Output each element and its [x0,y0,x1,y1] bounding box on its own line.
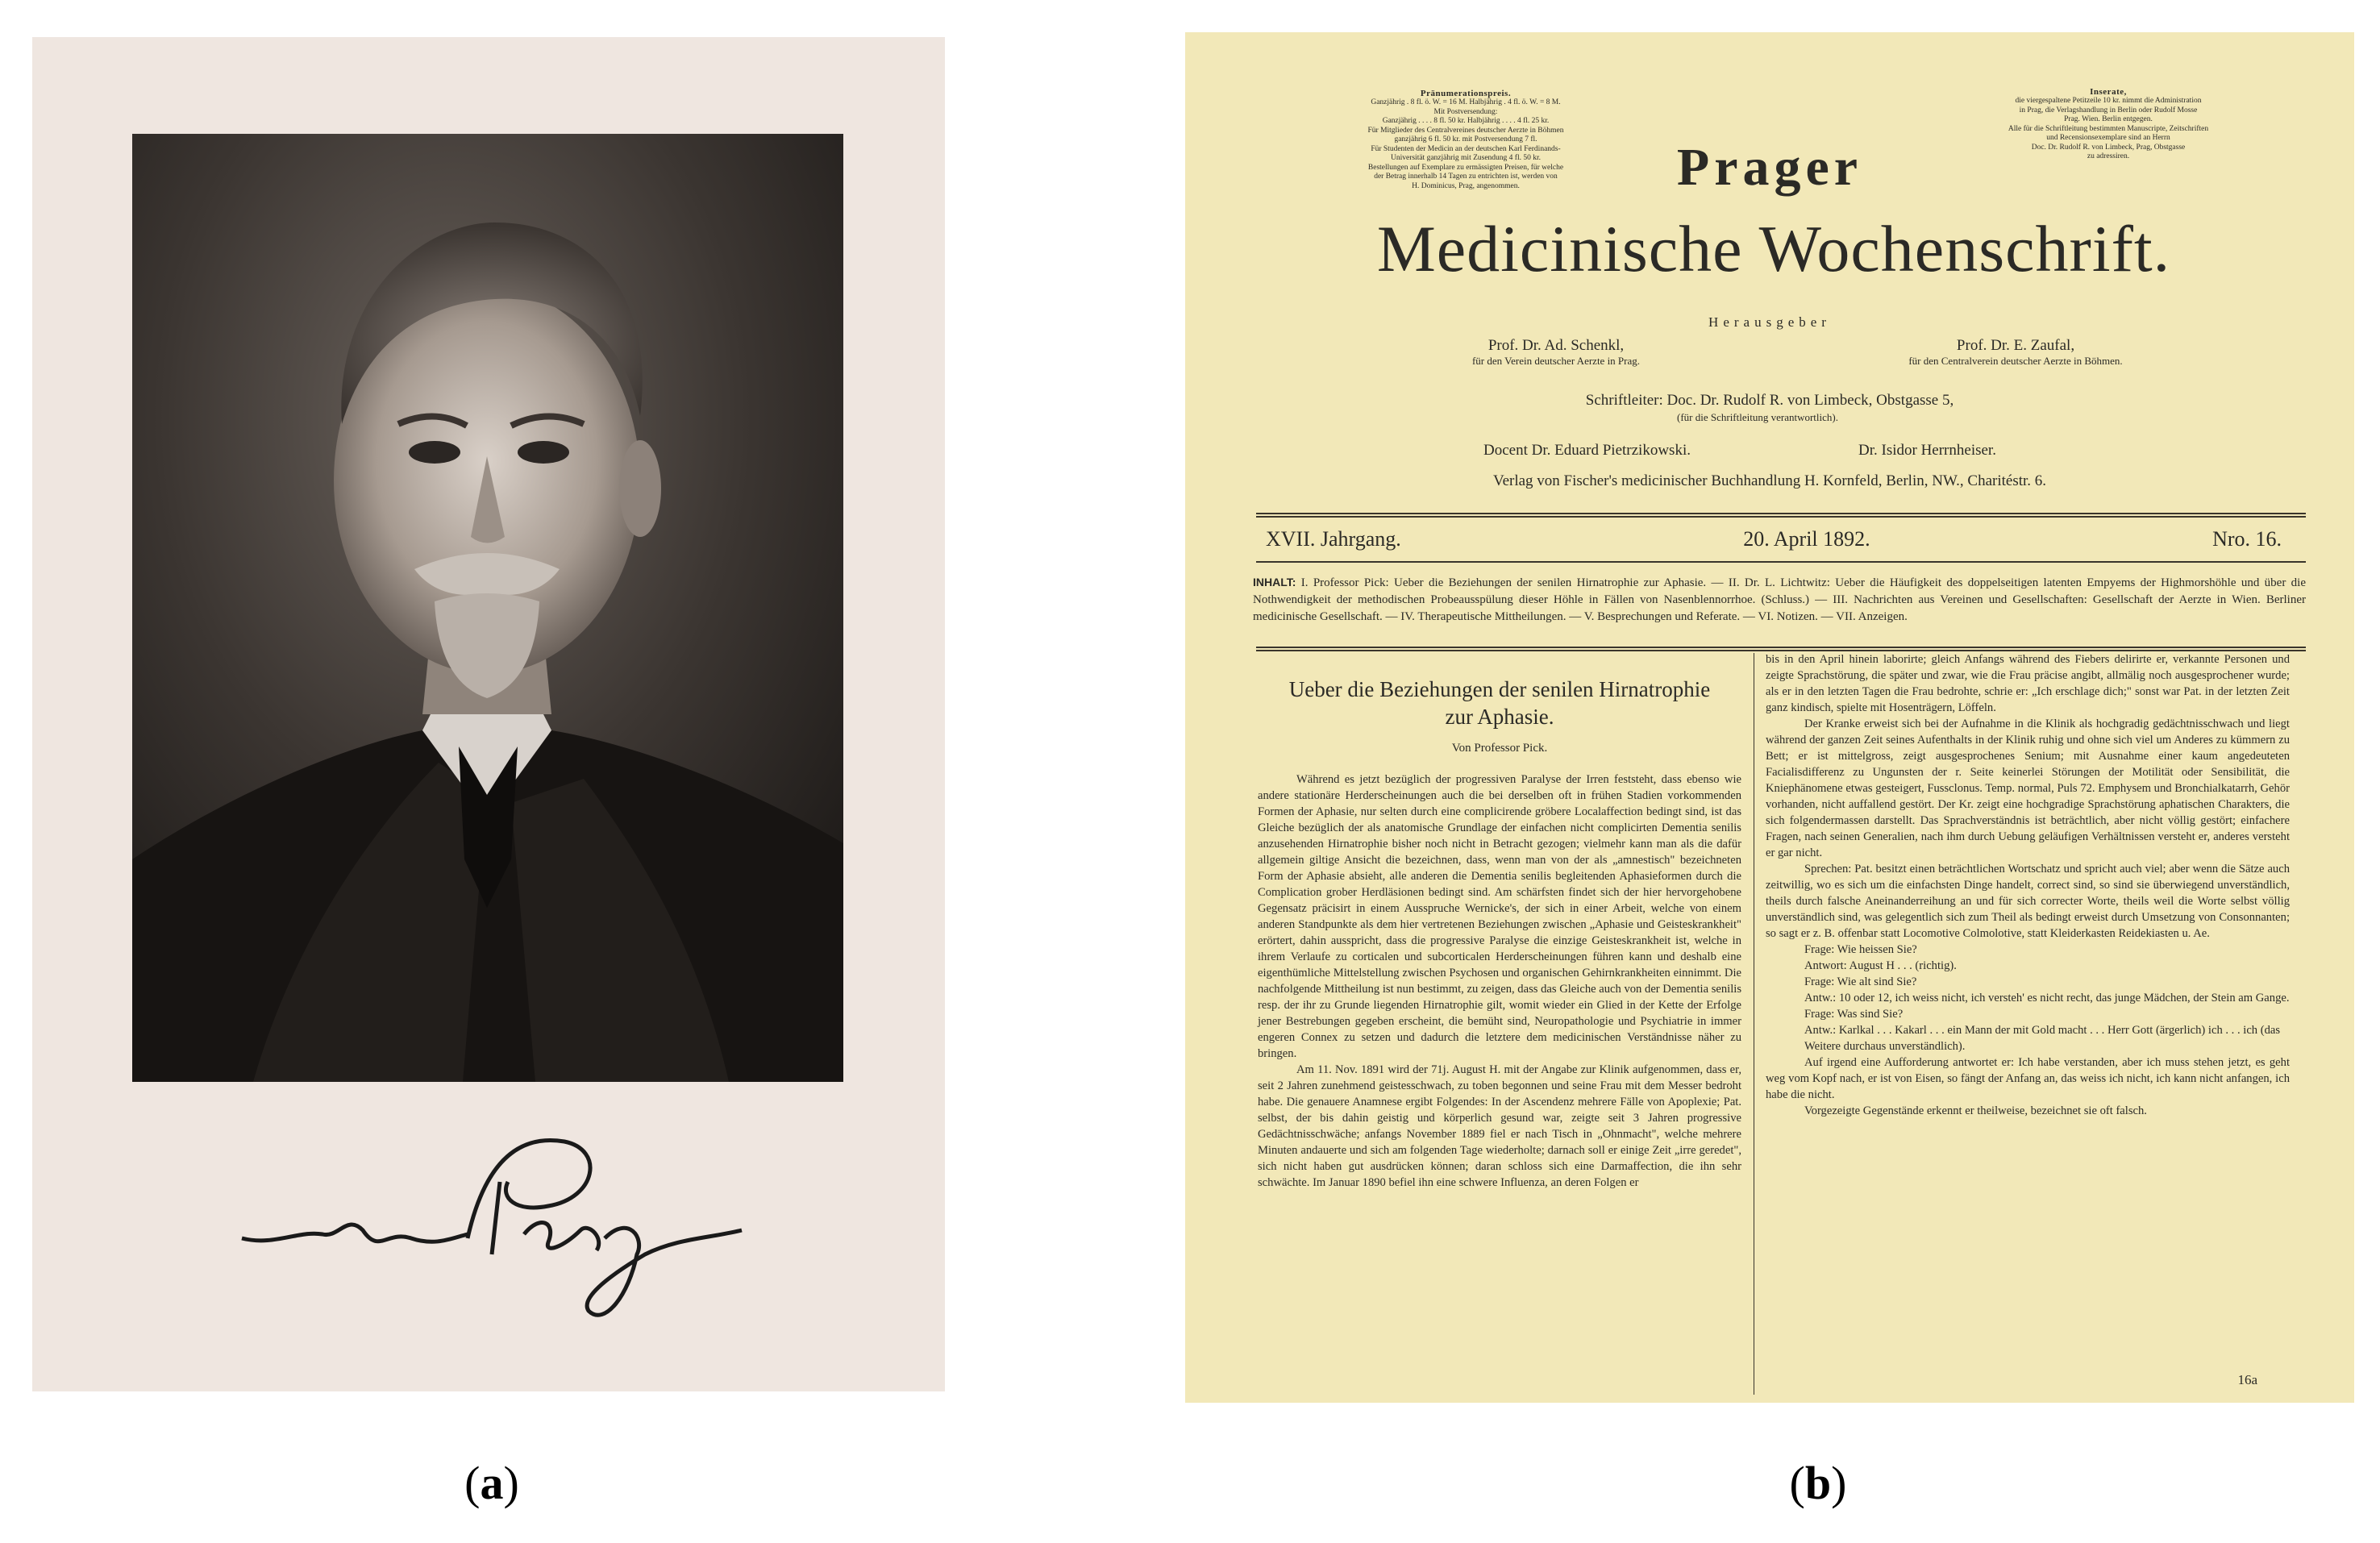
editor-name: Prof. Dr. Ad. Schenkl, [1488,337,1625,354]
dialog-line: Antw.: Karlkal . . . Kakarl . . . ein Mann der mit Gold macht . . . Herr Gott (ärgerlich) ich . . . ich (das Weitere durchaus unverständlich). [1804,1024,2281,1053]
contents-rule [1256,647,2306,648]
dialog-line: Antw.: 10 oder 12, ich weiss nicht, ich versteh' es nicht recht, das junge Mädchen, der Stein am Gange. [1804,992,2290,1004]
editor-name: Prof. Dr. E. Zaufal, [1956,337,2075,354]
dialog-line: Antwort: August H . . . (richtig). [1804,959,1957,972]
article-author: Von Professor Pick. [1451,742,1548,755]
editor-zaufal [1830,337,2201,368]
publishers-label: Herausgeber [1708,314,1831,330]
pricing-line: Ganzjährig . 8 fl. ö. W. = 16 M. Halbjährig . 4 fl. ö. W. = 8 M. [1371,98,1561,106]
pricing-heading: Pränumerationspreis. [1420,89,1512,98]
pricing-line: H. Dominicus, Prag, angenommen. [1412,181,1520,190]
article-title [1258,676,1741,730]
issue-rule [1256,561,2306,563]
caption-letter: b [1804,1457,1832,1509]
pricing-line: Mit Postversendung: [1433,107,1498,116]
ads-line: zu adressiren. [2087,152,2130,160]
portrait-image [132,134,843,1082]
pricing-line: Bestellungen auf Exemplare zu ermässigten Preisen, für welche [1367,163,1564,172]
article-title-line: zur Aphasie. [1445,705,1554,729]
dialog-line: Frage: Wie alt sind Sie? [1804,975,1917,988]
contents-text: I. Professor Pick: Ueber die Beziehungen der senilen Hirnatrophie zur Aphasie. — II. Dr. L. Lichtwitz: Ueber die Häufigkeit des doppelseitigen latenten Empyems der Highmorshöhle und über die Nothwendigkeit der methodischen Probeausspülung dieser Höhle in Fällen von Nasenblennorrhoe. (Schluss.) — III. Nachrichten aus Vereinen und Gesellschaften: Gesellschaft der Aerzte in Wien. Berliner medicinische Gesellschaft. — IV. Therapeutische Mittheilungen. — V. Besprechungen und Referate. — VI. Notizen. — VII. Anzeigen. [1253,576,2306,623]
article-title-line: Ueber die Beziehungen der senilen Hirnatrophie [1288,677,1711,701]
issue-number: Nro. 16. [2212,527,2282,551]
contents-label: INHALT: [1253,576,1296,589]
masthead-title: Medicinische Wochenschrift. [1376,212,2171,285]
pricing-line: der Betrag innerhalb 14 Tagen zu entrichten ist, werden von [1374,173,1558,181]
portrait-panel [32,37,945,1391]
publisher-line: Verlag von Fischer's medicinischer Buchhandlung H. Kornfeld, Berlin, NW., Charitéstr. 6. [1492,472,2047,489]
ads-line: Alle für die Schriftleitung bestimmten Manuscripte, Zeitschriften [2008,124,2209,133]
ads-line: Prag. Wien. Berlin entgegen. [2064,115,2153,123]
pricing-line: Für Mitglieder des Centralvereines deutscher Aerzte in Böhmen [1367,126,1564,135]
caption-paren: ( [464,1457,481,1509]
caption-letter: a [480,1457,504,1509]
article-paragraph: bis in den April hinein laborirte; gleich Anfangs während des Fiebers delirirte er, verkannte Personen und zeigte Sprachstörung, die später und zwar, wie die Frau präcise angibt, allmälig noch ausgesprochener wurde; als er in den letzten Tagen die Frau bedrohte, schrie er: „Ich erschlage dich;" sonst war Pat. in der letzten Zeit ganz kindisch, spielte mit Hosenträgern, Löffeln. [1766,653,2290,714]
managing-editor-note: (für die Schriftleitung verantwortlich). [1677,411,1838,423]
editor-affiliation: für den Verein deutscher Aerzte in Prag. [1471,355,1641,367]
pricing-line: Universität ganzjährig mit Zusendung 4 fl. 50 kr. [1390,154,1541,162]
article-paragraph: Vorgezeigte Gegenstände erkennt er theilweise, bezeichnet sie oft falsch. [1804,1104,2147,1117]
page-marker: 16a [2237,1372,2257,1387]
article-paragraph: Am 11. Nov. 1891 wird der 71j. August H. mit der Angabe zur Klinik aufgenommen, dass er, seit 2 Jahren zunehmend geistesschwach, zu toben begonnen und seine Frau mit dem Messer bedroht habe. Die genauere Anamnese ergibt Folgendes: In der Ascendenz mehrere Fälle von Apoplexie; Pat. selbst, der bis dahin geistig und körperlich gesund war, zeigte seit 3 Jahren progressive Gedächtnisschwäche; anfangs November 1889 fiel er nach Tisch in „Ohnmacht", welche mehrere Minuten andauerte und sich am folgenden Tage wiederholte; darnach soll er einige Zeit „irre geredet", sich nicht haben gut ausdrücken können; daran schloss sich eine Darmaffection, die ihn sehr schwächte. Im Januar 1890 befiel ihn eine schwere Influenza, an deren Folgen er [1258,1063,1741,1189]
pricing-line: ganzjährig 6 fl. 50 kr. mit Postversendung 7 fl. [1394,135,1537,143]
editor-schenkl [1387,337,1725,368]
editor-affiliation: für den Centralverein deutscher Aerzte in Böhmen. [1908,355,2123,367]
ads-line: und Recensionsexemplare sind an Herrn [2046,134,2170,142]
table-of-contents [1253,574,2306,626]
article-paragraph: Während es jetzt bezüglich der progressiven Paralyse der Irren feststeht, dass ebenso wie andere stationäre Herderscheinungen auch die bei derselben oft in frühen Stadien vorkommenden Formen der Aphasie, nur selten durch eine complicirende gröbere Localaffection bedingt sind, ist das Gleiche bezüglich der als anatomische Grundlage der einfachen nicht complicirten Dementia senilis anzusehenden Hirnatrophie bisher noch nicht in Betracht gezogen; vielmehr kann man als die dafür allgemein giltige Ansicht die bezeichnen, dass, wenn man von der als „amnestisch" bezeichneten Form der Aphasie absieht, alle anderen die Dementia senilis begleitenden Aphasieformen durch die Complication grober Herdläsionen bedingt sind. Am schärfsten findet sich der hier hervorgehobene Gegensatz präcisirt in einem Ausspruche Wernicke's, der sich in einer Arbeit, welche von einem anderen Standpunkte als dem hier vertretenen Beziehungen zwischen „Aphasie und Geisteskrankheit" erörtert, dahin ausspricht, dass die progressive Paralyse die einzige Geisteskrankheit ist, welche in ihrem Verlaufe zu corticalen und subcorticalen Herderscheinungen führen kann und deshalb eine eigenthümliche Mittelstellung zwischen Psychosen und organischen Gehirnkrankheiten einnimmt. Die nachfolgende Mittheilung ist nun bestimmt, zu zeigen, dass das Gleiche auch von der Dementia senilis resp. der ihr zu Grunde liegenden Hirnatrophie gilt, womit wieder ein Glied in der Kette der Erfolge jener Bestrebungen gegeben erscheint, die bemüht sind, Neuropathologie und Psychiatrie in immer engeren Connex zu setzen und dadurch die letztere dem medicinischen Verständnisse näher zu bringen. [1258,773,1741,1060]
issue-info-row [1266,527,2282,551]
caption-b [1737,1456,1899,1510]
header-rule-thin [1256,516,2306,518]
article-column-right [1766,651,2290,1119]
pricing-line: Für Studenten der Medicin an der deutschen Karl Ferdinands- [1371,144,1561,153]
portrait-photograph [132,134,843,1082]
header-rule [1256,513,2306,514]
handwritten-signature [226,1117,790,1359]
dialog-line: Frage: Was sind Sie? [1804,1008,1904,1021]
co-editor-right: Dr. Isidor Herrnheiser. [1858,442,1996,459]
issue-date: 20. April 1892. [1743,527,1870,551]
caption-paren: ( [1789,1457,1805,1509]
ads-heading: Inserate, [2090,87,2127,97]
volume-label: XVII. Jahrgang. [1266,527,1401,551]
co-editor-left: Docent Dr. Eduard Pietrzikowski. [1483,442,1691,459]
managing-editor-line: Schriftleiter: Doc. Dr. Rudolf R. von Limbeck, Obstgasse 5, [1585,392,1954,409]
pricing-line: Ganzjährig . . . . 8 fl. 50 kr. Halbjährig . . . . 4 fl. 25 kr. [1382,117,1550,125]
ads-line: in Prag, die Verlagshandlung in Berlin oder Rudolf Mosse [2019,106,2198,114]
article-column-left [1258,651,1741,1191]
article-paragraph: Auf irgend eine Aufforderung antwortet er: Ich habe verstanden, aber ich muss stehen jetzt, es geht weg vom Kopf nach, er ist von Eisen, so fängt der Anfang an, das weiss ich nicht, ich kann nicht anfangen, ich habe die nicht. [1766,1056,2290,1101]
caption-a [411,1456,572,1510]
article-paragraph: Der Kranke erweist sich bei der Aufnahme in die Klinik als hochgradig gedächtnisschwach und liegt während der ganzen Zeit seines Aufenthalts in der Klinik ruhig und ohne sich viel um Anderes zu kümmern zu Bett; er ist mittelgross, zeigt ausgesprochenes Senium; mit Ausnahme einer kaum angedeuteten Facialisdifferenz zu Ungunsten der r. Seite keinerlei Störungen der Motilität oder Sensibilität, die Kniephänomene etwas gesteigert, Fussclonus. Temp. normal, Puls 72. Emphysem und Bronchialkatarrh, Gehör vorhanden, nicht auffallend gestört. Der Kr. zeigt eine hochgradige Sprachstörung aphatischen Charakters, die sich folgendermassen darstellt. Das Sprachverständnis ist beträchtlich, aber nicht völlig gestört; einfachere Fragen, nach seinen Generalien, nach ihm durch Uebung geläufigen Verhältnissen versteht er, anderes versteht er gar nicht. [1766,717,2290,859]
caption-paren: ) [1831,1457,1847,1509]
ads-line: die viergespaltene Petitzeile 10 kr. nimmt die Administration [2015,97,2202,105]
newspaper-page [1185,32,2354,1403]
dialog-line: Frage: Wie heissen Sie? [1804,943,1917,956]
caption-paren: ) [503,1457,519,1509]
masthead-prager: Prager [1676,138,1863,197]
article-paragraph: Sprechen: Pat. besitzt einen beträchtlichen Wortschatz und spricht auch viel; aber wenn die Sätze auch zeitwillig, wo es sich um die einfachsten Dinge handelt, correct sind, so sind sie überwiegend unverständlich, theils durch falsche Aneinanderreihung an und für sich correcter Worte, theils weil die Worte selbst völlig unverständlich sind, was gelegentlich sich zum Theil als bedingt erweist durch Umsetzung von Consonnanten; so sagt er z. B. offenbar statt Locomotive Colmolotive, statt Kleiderkasten Reidekiasten u. Ae. [1766,863,2290,940]
ads-line: Doc. Dr. Rudolf R. von Limbeck, Prag, Obstgasse [2031,143,2186,152]
